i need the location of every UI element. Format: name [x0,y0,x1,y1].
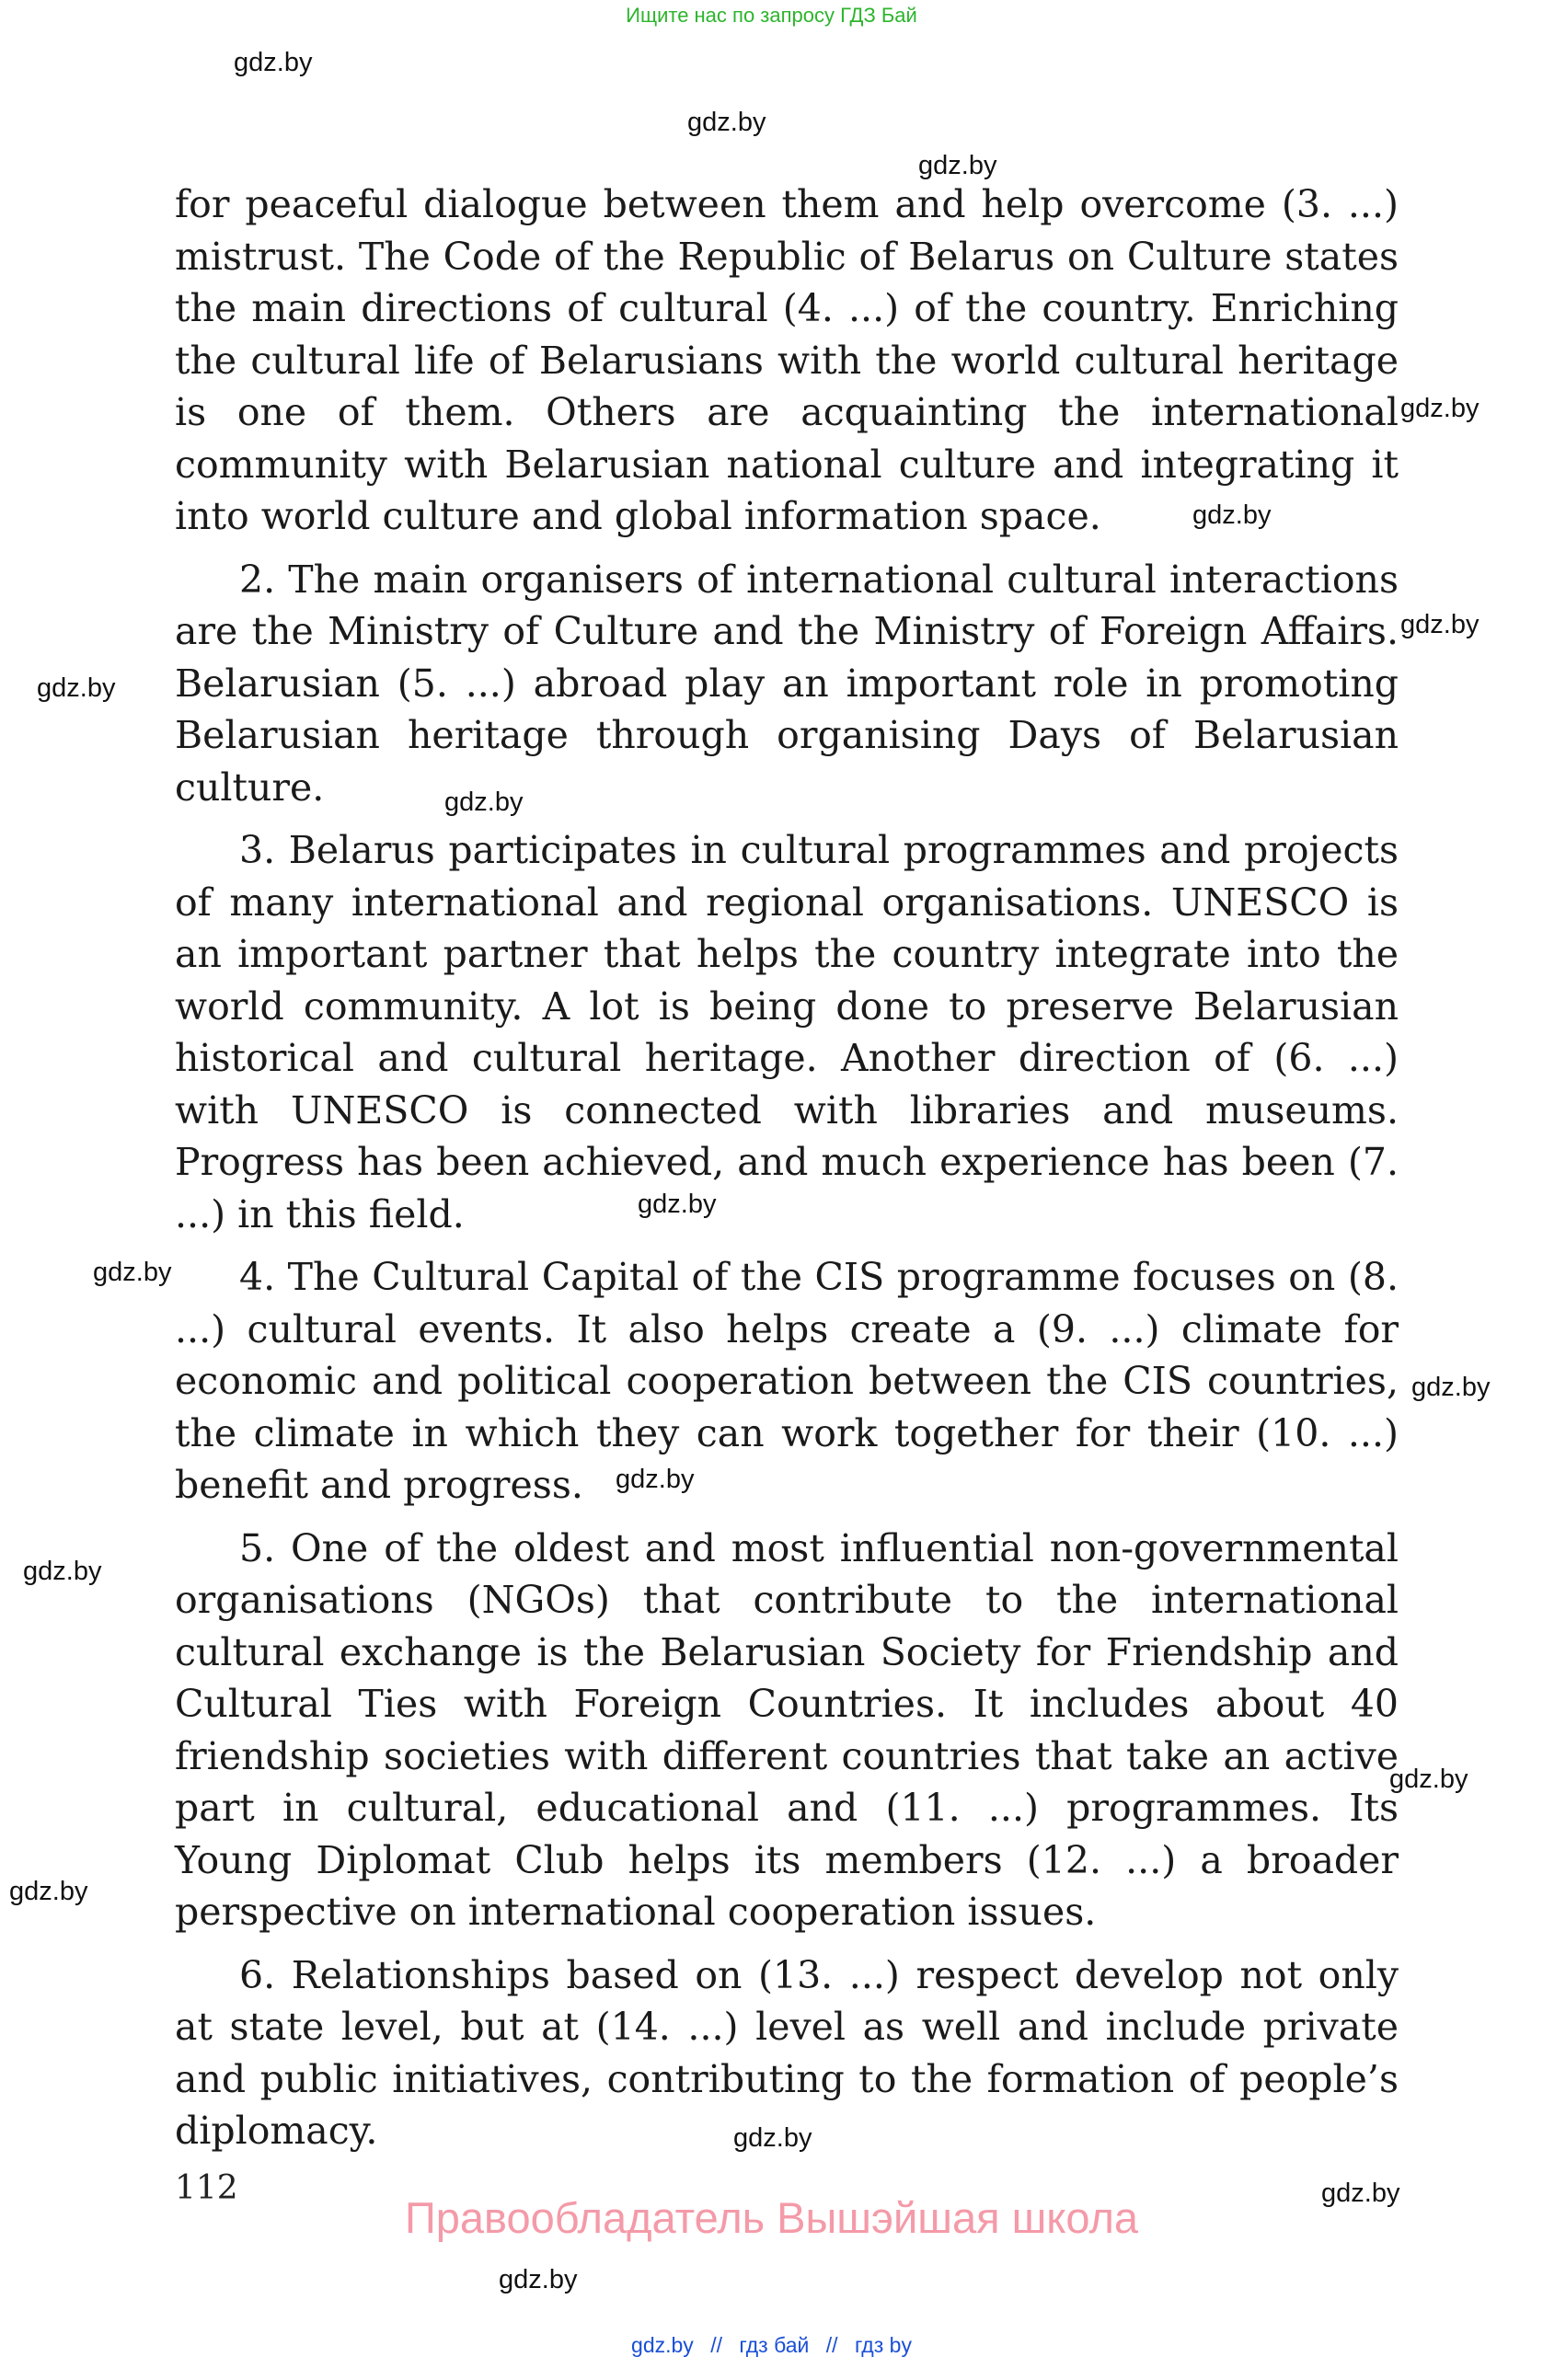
watermark: gdz.by [9,1877,88,1906]
footer-link[interactable]: гдз by [854,2333,912,2357]
rights-notice: Правообладатель Вышэйшая школа [404,2193,1139,2242]
watermark: gdz.by [1400,610,1480,639]
paragraph-4: 4. The Cultural Capital of the CIS programme focuses on (8. ...) cultural events. It also helps create a (9. ...) climate for economic and political cooperation between the CIS countries, the climate in which they can work together for their (10. ...) benefit and progress. [175,1255,1399,1507]
footer-link[interactable]: gdz.by [631,2333,694,2357]
footer-separator: // [825,2333,838,2357]
watermark: gdz.by [1411,1373,1491,1402]
watermark: gdz.by [687,108,766,137]
watermark: gdz.by [499,2265,578,2294]
watermark: gdz.by [638,1190,717,1219]
paragraph-3: 3. Belarus participates in cultural programmes and projects of many international and regional organisations. UNESCO is an important partner that helps the country integrate into the world community. A lot is being done to preserve Belarusian historical and cultural heritage. Another direction of (6. ...) with UNESCO is connected with libraries and museums. Progress has been achieved, and much experience has been (7. ...) in this field. [175,828,1399,1236]
paragraph-5: 5. One of the oldest and most influential non-governmental organisations (NGOs) that contribute to the international cultural exchange is the Belarusian Society for Friendship and Cultural Ties with Foreign Countries. It includes about 40 friendship societies with different countries that take an active part in cultural, educational and (11. ...) programmes. Its Young Diplomat Club helps its members (12. ...) a broader perspective on international cooperation issues. [175,1525,1399,1934]
paragraph-continuation: for peaceful dialogue between them and help overcome (3. ...) mistrust. The Code of the Republic of Belarus on Culture states the main directions of cultural (4. ...) of the country. Enriching the cultural life of Belarusians with the world cultural heritage is one of them. Others are acquainting the international community with Belarusian national culture and integrating it into world culture and global information space. [175,182,1399,538]
watermark: gdz.by [918,151,997,180]
page-number: 112 [175,2169,238,2207]
watermark: gdz.by [1321,2179,1400,2208]
watermark: gdz.by [1389,1765,1468,1794]
footer-separator: // [710,2333,722,2357]
watermark: gdz.by [444,788,524,817]
watermark: gdz.by [37,673,116,703]
paragraph-2: 2. The main organisers of international cultural interactions are the Ministry of Culture and the Ministry of Foreign Affairs. Belarusian (5. ...) abroad play an important role in promoting Belarusian heritage through organising Days of Belarusian culture. [175,557,1399,810]
watermark: gdz.by [616,1465,695,1494]
paragraph-6: 6. Relationships based on (13. ...) respect develop not only at state level, but at (14. ...) level as well and include private and public initiatives, contributing to the formation of people’s diplomacy. [175,1952,1399,2153]
watermark: gdz.by [234,48,313,77]
search-banner[interactable]: Ищите нас по запросу ГДЗ Бай [626,4,917,27]
watermark: gdz.by [93,1258,172,1287]
watermark: gdz.by [1192,500,1272,530]
watermark: gdz.by [733,2123,812,2153]
footer-link[interactable]: гдз бай [739,2333,810,2357]
footer-links [0,2333,1543,2358]
watermark: gdz.by [23,1557,102,1586]
watermark: gdz.by [1400,394,1480,423]
textbook-body [175,178,1399,2157]
